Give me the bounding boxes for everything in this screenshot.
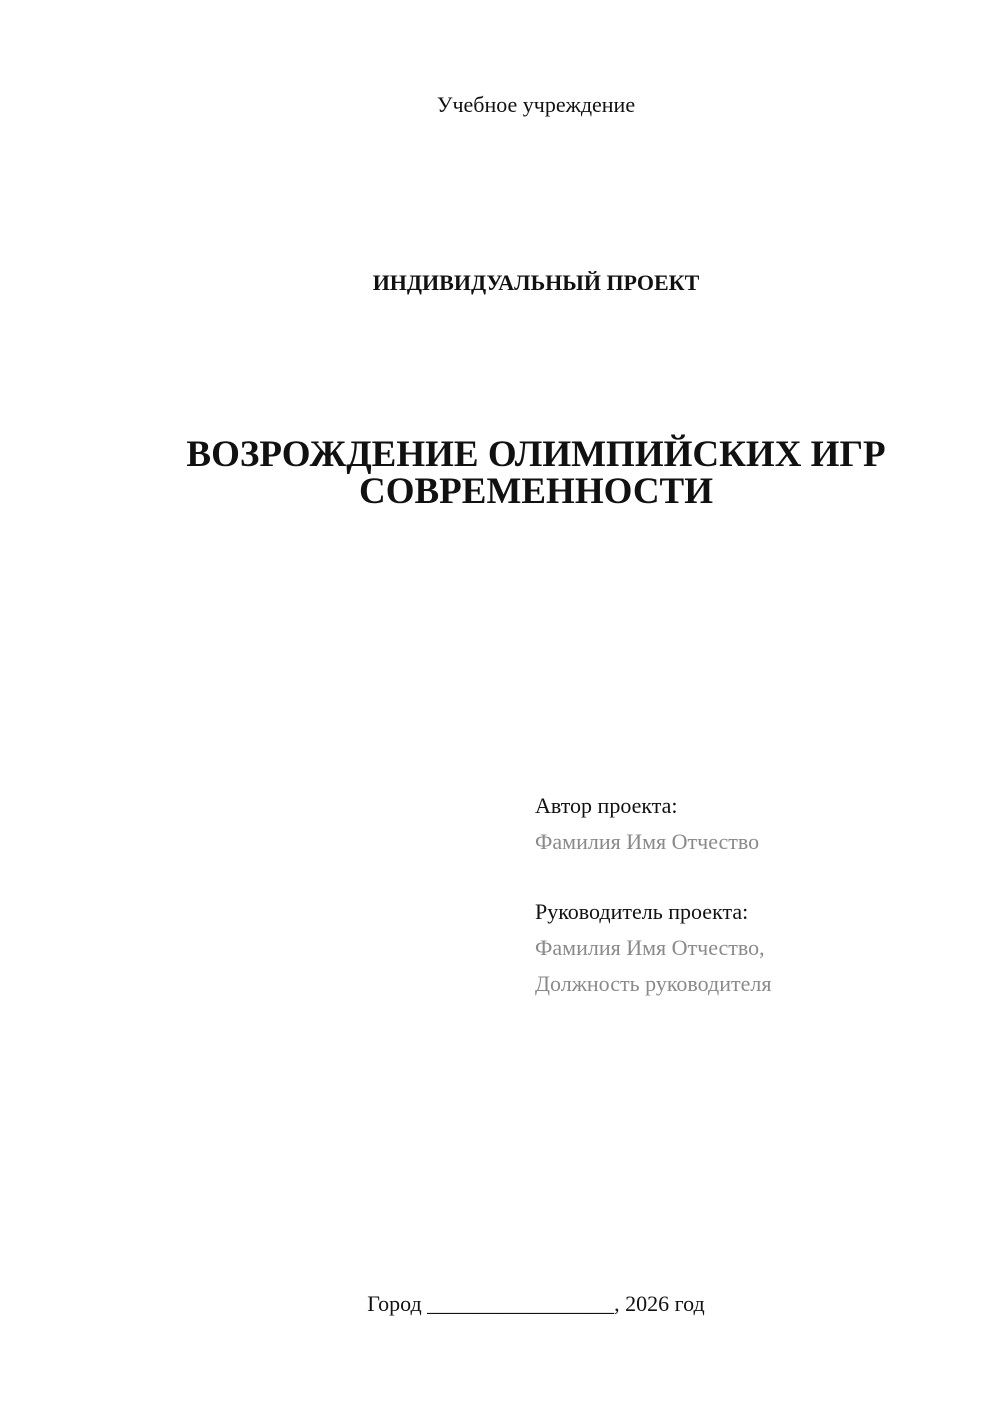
document-type: ИНДИВИДУАЛЬНЫЙ ПРОЕКТ — [372, 270, 700, 295]
supervisor-label: Руководитель проекта: — [535, 899, 749, 924]
project-info-block — [535, 788, 771, 1002]
project-title — [0, 436, 1000, 510]
project-title-line-2: СОВРЕМЕННОСТИ — [358, 471, 714, 512]
supervisor-name: Фамилия Имя Отчество, — [535, 935, 765, 960]
project-title-line-1: ВОЗРОЖДЕНИЕ ОЛИМПИЙСКИХ ИГР — [186, 434, 886, 475]
info-spacer — [535, 860, 771, 894]
institution-name: Учебное учреждение — [436, 92, 636, 117]
supervisor-position: Должность руководителя — [535, 971, 772, 996]
author-name: Фамилия Имя Отчество — [535, 829, 760, 854]
author-label: Автор проекта: — [535, 793, 678, 818]
city-year-footer: Город _________________, 2026 год — [367, 1291, 705, 1316]
